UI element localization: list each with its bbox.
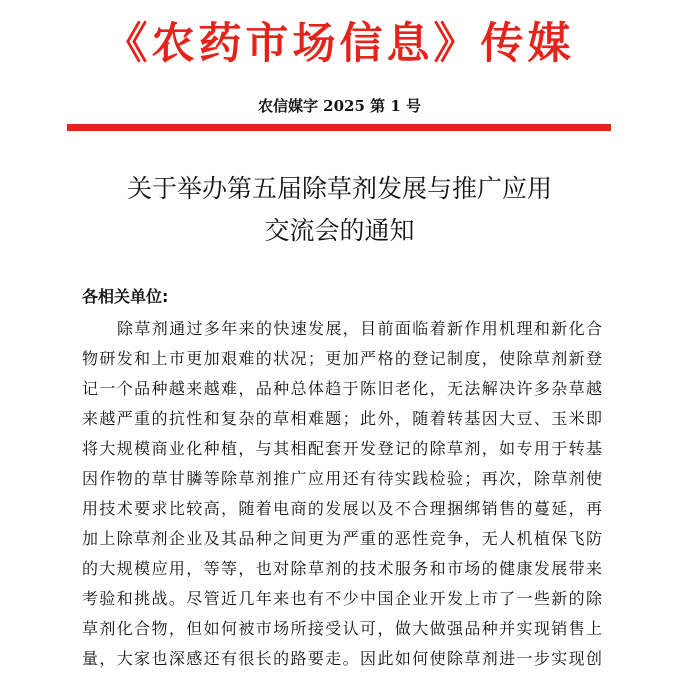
body-line: 的大规模应用，等等，也对除草剂的技术服务和市场的健康发展带来 — [82, 559, 602, 578]
body-line: 来越严重的抗性和复杂的草相难题；此外，随着转基因大豆、玉米即 — [82, 409, 602, 428]
body-line: 除草剂通过多年来的快速发展，目前面临着新作用机理和新化合 — [117, 319, 602, 338]
body-line: 因作物的草甘膦等除草剂推广应用还有待实践检验；再次，除草剂使 — [82, 469, 602, 488]
body-line: 用技术要求比较高，随着电商的发展以及不合理捆绑销售的蔓延，再 — [82, 499, 602, 518]
body-line: 加上除草剂企业及其品种之间更为严重的恶性竞争，无人机植保飞防 — [82, 529, 602, 548]
salutation: 各相关单位: — [82, 287, 169, 306]
red-divider — [67, 124, 611, 131]
notice-title-line-1: 关于举办第五届除草剂发展与推广应用 — [126, 174, 552, 203]
body-line: 草剂化合物，但如何被市场所接受认可，做大做强品种并实现销售上 — [82, 619, 602, 638]
body-paragraph — [82, 314, 602, 674]
notice-title-line-2: 交流会的通知 — [264, 216, 415, 245]
document-number: 农信媒字 2025 第 1 号 — [257, 97, 422, 115]
masthead-title: 《农药市场信息》传媒 — [104, 19, 575, 69]
body-line: 物研发和上市更加艰难的状况；更加严格的登记制度，使除草剂新登 — [82, 349, 602, 368]
body-line: 考验和挑战。尽管近几年来也有不少中国企业开发上市了一些新的除 — [82, 589, 602, 608]
body-line: 量，大家也深感还有很长的路要走。因此如何使除草剂进一步实现创 — [82, 649, 602, 668]
body-line: 记一个品种越来越难，品种总体趋于陈旧老化，无法解决许多杂草越 — [82, 379, 602, 398]
body-line: 将大规模商业化种植，与其相配套开发登记的除草剂，如专用于转基 — [82, 439, 602, 458]
notice-title — [0, 168, 679, 252]
